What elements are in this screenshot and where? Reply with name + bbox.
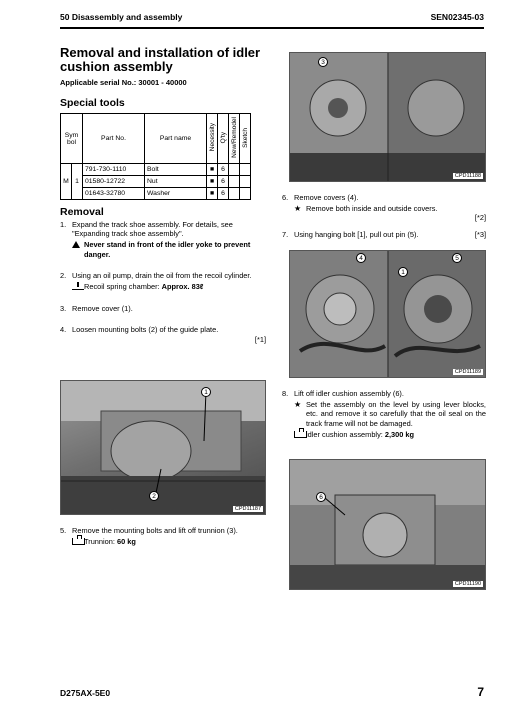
step-7-ref: [*3] (474, 230, 486, 240)
page-title: Removal and installation of idler cushion assembly (60, 45, 261, 74)
figure-code: CPD11188 (454, 173, 481, 179)
photo-covers-drawing (290, 53, 486, 182)
step-7: 7. Using hanging bolt [1], pull out pin (5). [*3] (282, 230, 486, 240)
step-6-ref: [*2] (474, 213, 486, 223)
page-header (60, 12, 484, 28)
step-2: 2. Using an oil pump, drain the oil from the recoil cylinder. (60, 270, 252, 280)
step-3: 3. Remove cover (1). (60, 304, 133, 314)
figure-code: CPD11190 (454, 581, 481, 587)
callout-6: 6 (316, 492, 326, 502)
symbol-letter: M (61, 164, 72, 200)
model-number: D275AX-5E0 (60, 688, 111, 698)
section-title: 50 Disassembly and assembly (60, 12, 183, 22)
step-4-ref: [*1] (254, 334, 266, 344)
page-number: 7 (477, 685, 484, 699)
removal-heading: Removal (60, 206, 104, 218)
figure-code: CPD11189 (454, 369, 481, 375)
right-column-steps-6-7 (282, 193, 486, 240)
right-column-step-8 (282, 389, 486, 439)
table-row: 01580-12722 Nut ■ 6 (61, 176, 251, 188)
figure-code: CPD11187 (234, 506, 261, 512)
col-new-remodel: New/Remodel (229, 114, 240, 164)
step-6-sub: ★ Remove both inside and outside covers. (294, 204, 438, 214)
special-tools-heading: Special tools (60, 97, 125, 109)
photo-pin (289, 250, 486, 378)
table-row: 01643-32780 Washer ■ 6 (61, 188, 251, 200)
step-1-warning: Never stand in front of the idler yoke to prevent danger. (72, 240, 266, 258)
col-part-name: Part name (145, 114, 207, 164)
step-8-sub: ★ Set the assembly on the level by using lever blocks, etc. and remove it so carefully that the oil seal on the track frame will not be damaged. (294, 400, 486, 428)
applicable-serial: Applicable serial No.: 30001 - 40000 (60, 78, 187, 87)
step-5: 5. Remove the mounting bolts and lift off trunnion (3). (60, 526, 238, 535)
photo-covers (289, 52, 486, 182)
col-sketch: Sketch (240, 114, 251, 164)
symbol-number: 1 (72, 164, 83, 200)
header-rule (60, 27, 484, 29)
photo-idler-cushion-drawing (290, 460, 486, 590)
col-necessity: Necessity (207, 114, 218, 164)
special-tools-table (60, 113, 251, 200)
callout-4: 4 (356, 253, 366, 263)
step-4: 4. Loosen mounting bolts (2) of the guide plate. (60, 325, 219, 335)
oil-volume-icon (72, 282, 84, 292)
document-code: SEN02345-03 (430, 12, 484, 22)
photo-idler-cushion (289, 459, 486, 590)
photo-guide-plate-drawing (61, 381, 266, 515)
step-1: 1. Expand the track shoe assembly. For details, see "Expanding track shoe assembly". (60, 220, 233, 239)
callout-hanging-bolt: 1 (398, 267, 408, 277)
step-2-note: Recoil spring chamber: Approx. 83ℓ (72, 282, 266, 292)
callout-2: 2 (149, 491, 159, 501)
step-8: 8. Lift off idler cushion assembly (6). (282, 389, 404, 398)
step-6: 6. Remove covers (4). (282, 193, 359, 202)
callout-1: 1 (201, 387, 211, 397)
step-5-weight: Trunnion: 60 kg (72, 537, 266, 546)
callout-5: 5 (452, 253, 462, 263)
step-8-weight: idler cushion assembly: 2,300 kg (294, 430, 486, 439)
photo-guide-plate (60, 380, 266, 515)
weight-icon (72, 537, 84, 546)
weight-icon (294, 430, 306, 439)
star-icon: ★ (294, 400, 302, 410)
col-symbol: Sym bol (61, 114, 83, 164)
col-qty: Q'ty (218, 114, 229, 164)
callout-3: 3 (318, 57, 328, 67)
table-row: M 1 791-730-1110 Bolt ■ 6 (61, 164, 251, 176)
col-part-no: Part No. (83, 114, 145, 164)
photo-pin-drawing (290, 251, 486, 378)
left-column-bottom (60, 526, 266, 546)
warning-icon (72, 240, 84, 258)
page-footer (60, 685, 484, 699)
left-column (60, 46, 266, 344)
star-icon: ★ (294, 204, 302, 214)
